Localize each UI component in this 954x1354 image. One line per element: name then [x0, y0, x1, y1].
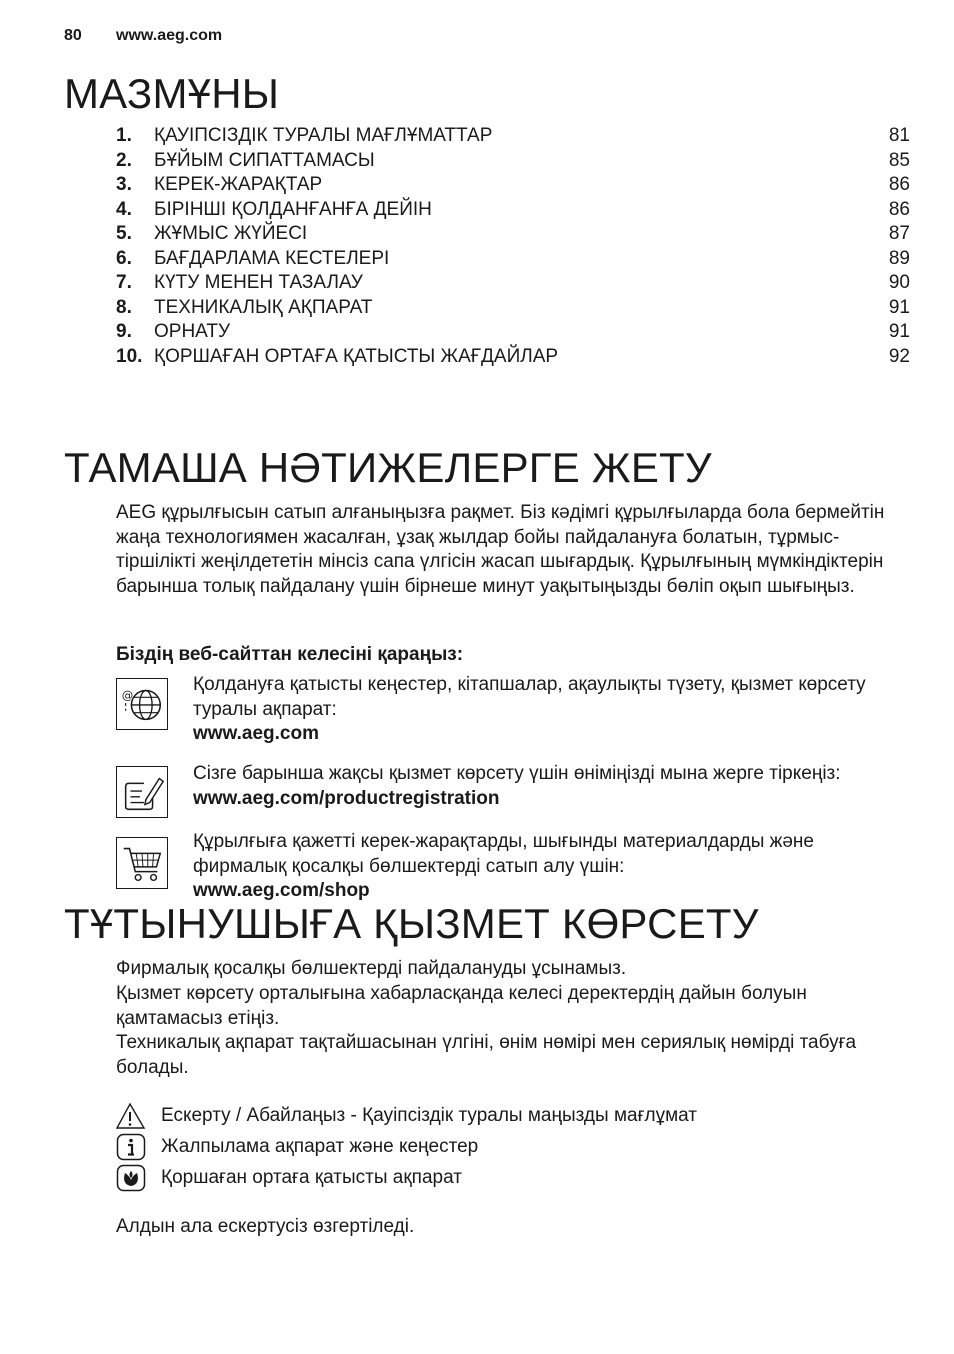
globe-icon: [116, 678, 168, 730]
results-intro: AEG құрылғысын сатып алғаныңызға рақмет. Біз кәдімгі құрылғыларда бола бермейтін жаңа технологиямен жасалған, ұзақ жылдар бойы пайдалануға болатын, тұрмыс-тіршілікті жеңілдететін мінсіз сапа үлгісін жасап шығардық. Құрылғының мүмкіндіктерін барынша толық пайдалану үшін бірнеше минут уақытыңызды бөліп оқып шығыңыз.: [116, 502, 885, 597]
toc-item-number: 3.: [116, 174, 132, 195]
toc-item-title: ЖҰМЫС ЖҮЙЕСІ: [154, 223, 308, 244]
registration-link[interactable]: www.aeg.com/productregistration: [193, 787, 500, 809]
toc-item-number: 9.: [116, 321, 132, 342]
toc-item[interactable]: [116, 222, 910, 247]
toc-item-page: 87: [888, 223, 910, 244]
toc-item[interactable]: [116, 149, 910, 174]
customer-service-title: ТҰТЫНУШЫҒА ҚЫЗМЕТ КӨРСЕТУ: [64, 900, 759, 947]
toc-item-number: 6.: [116, 247, 132, 269]
toc-title: МАЗМҰНЫ: [64, 70, 280, 117]
info-link-3-text: Құрылғыға қажетті керек-жарақтарды, шығынды материалдарды және фирмалық қосалқы бөлшектерді сатып алу үшін:: [193, 831, 814, 877]
toc-item[interactable]: [116, 247, 910, 272]
toc-item-number: 8.: [116, 296, 132, 318]
toc-item[interactable]: [116, 296, 910, 321]
info-link-2-text: Сізге барынша жақсы қызмет көрсету үшін өніміңізді мына жерге тіркеңіз:: [193, 763, 841, 784]
toc-item-page: 86: [888, 198, 910, 220]
results-title: ТАМАША НӘТИЖЕЛЕРГЕ ЖЕТУ: [64, 444, 712, 491]
toc-item-number: 7.: [116, 272, 132, 293]
toc-item-page: 81: [888, 125, 910, 146]
environment-icon: [116, 1164, 146, 1192]
toc-item-page: 92: [888, 345, 910, 367]
customer-service-line-3: Техникалық ақпарат тақтайшасынан үлгіні, өнім нөмірі мен сериялық нөмірді табуға болады.: [116, 1032, 857, 1078]
toc-item-number: 4.: [116, 198, 132, 220]
toc-item-title: БІРІНШІ ҚОЛДАНҒАНҒА ДЕЙІН: [154, 198, 432, 220]
toc-item[interactable]: [116, 124, 910, 149]
toc-item-title: ҚАУІПСІЗДІК ТУРАЛЫ МАҒЛҰМАТТАР: [154, 125, 493, 146]
toc-item-page: 86: [888, 174, 910, 195]
toc-item-title: КЕРЕК-ЖАРАҚТАР: [154, 174, 323, 195]
info-link-3: [193, 830, 903, 904]
toc-item-number: 2.: [116, 149, 132, 171]
customer-service-line-1: Фирмалық қосалқы бөлшектерді пайдалануды ұсынамыз.: [116, 958, 627, 979]
toc-item[interactable]: [116, 173, 910, 198]
toc-item-title: ТЕХНИКАЛЫҚ АҚПАРАТ: [154, 296, 373, 318]
toc-item[interactable]: [116, 198, 910, 223]
toc-item-number: 5.: [116, 223, 132, 244]
toc-item-page: 89: [888, 247, 910, 269]
toc-item-number: 10.: [116, 345, 143, 367]
toc-list: [116, 124, 910, 369]
shop-link[interactable]: www.aeg.com/shop: [193, 880, 370, 901]
legend-item: [116, 1102, 697, 1130]
page-number: 80: [64, 27, 82, 44]
toc-item-title: КҮТУ МЕНЕН ТАЗАЛАУ: [154, 272, 363, 293]
toc-item[interactable]: [116, 345, 910, 370]
shopping-cart-icon: [116, 837, 168, 889]
info-icon: [116, 1133, 146, 1161]
legend-item: [116, 1164, 462, 1192]
legend-text: Ескерту / Абайлаңыз - Қауіпсіздік туралы маңызды мағлұмат: [161, 1105, 698, 1126]
customer-service-line-2: Қызмет көрсету орталығына хабарласқанда келесі деректердің дайын болуын қамтамасыз етіңіз.: [116, 983, 807, 1029]
toc-item-page: 90: [888, 272, 910, 293]
toc-item-number: 1.: [116, 125, 132, 146]
info-link-1: [193, 673, 903, 747]
svg-text:@: @: [121, 688, 134, 703]
legend-item: [116, 1133, 478, 1161]
toc-item-page: 85: [888, 149, 910, 171]
toc-item-title: БАҒДАРЛАМА КЕСТЕЛЕРІ: [154, 247, 390, 269]
toc-item-title: ОРНАТУ: [154, 321, 231, 342]
website-link[interactable]: www.aeg.com: [193, 723, 319, 744]
page-header: [64, 27, 222, 45]
header-website: www.aeg.com: [116, 27, 223, 44]
legend-text: Қоршаған ортаға қатысты ақпарат: [161, 1167, 462, 1188]
registration-icon: [116, 766, 168, 818]
info-link-2: [193, 762, 903, 811]
website-heading: Біздің веб-сайттан келесіні қараңыз:: [116, 644, 464, 665]
footer-note: Алдын ала ескертусіз өзгертіледі.: [116, 1216, 415, 1237]
toc-item[interactable]: [116, 271, 910, 296]
toc-item-page: 91: [888, 321, 910, 342]
info-link-1-text: Қолдануға қатысты кеңестер, кітапшалар, ақаулықты түзету, қызмет көрсету туралы ақпарат:: [193, 674, 866, 720]
legend-text: Жалпылама ақпарат және кеңестер: [161, 1136, 479, 1157]
toc-item-page: 91: [888, 296, 910, 318]
toc-item[interactable]: [116, 320, 910, 345]
toc-item-title: ҚОРШАҒАН ОРТАҒА ҚАТЫСТЫ ЖАҒДАЙЛАР: [154, 345, 559, 367]
toc-item-title: БҰЙЫМ СИПАТТАМАСЫ: [154, 149, 375, 171]
warning-icon: [116, 1102, 146, 1130]
